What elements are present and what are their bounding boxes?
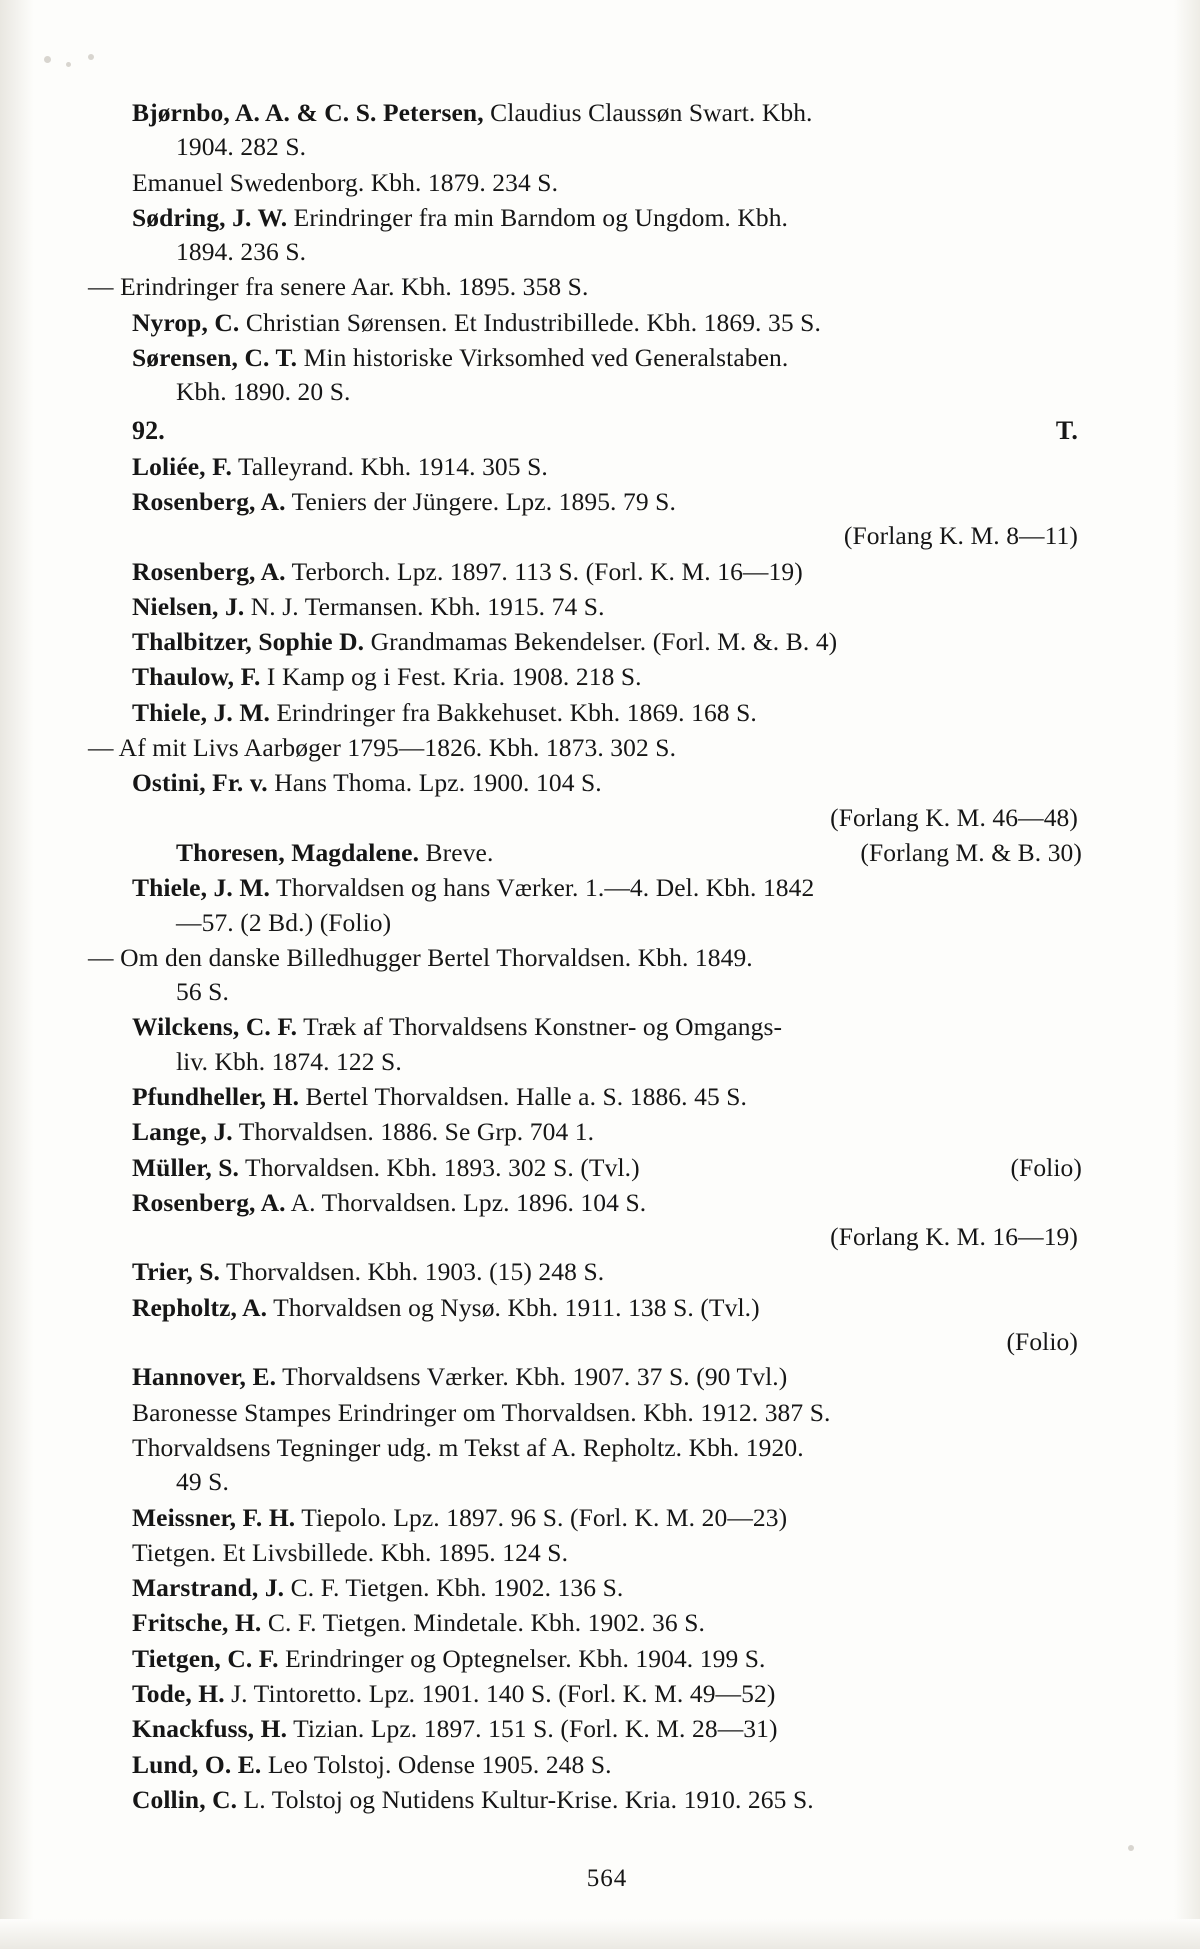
entry-author: Ostini, Fr. v. [132, 768, 268, 798]
entry-text: Thorvaldsen. 1886. Se Grp. 704 1. [232, 1117, 595, 1147]
list-item [132, 1186, 1082, 1255]
entry-text: Min historiske Virksomhed ved Generalstaben. [297, 343, 789, 373]
entry-text: Bertel Thorvaldsen. Halle a. S. 1886. 45 S. [299, 1081, 748, 1111]
entry-format-note: (Folio) [1006, 1327, 1078, 1357]
entry-author: Thiele, J. M. [132, 873, 270, 903]
entry-order-note: (Forlang K. M. 8—11) [843, 521, 1078, 551]
list-item [132, 590, 1082, 624]
entry-order-note: (Forlang K. M. 46—48) [830, 802, 1078, 832]
page-edge-shadow-right [1174, 0, 1200, 1949]
entry-text: Thorvaldsen. Kbh. 1893. 302 S. (Tvl.) [239, 1152, 640, 1182]
list-item [132, 96, 1082, 165]
entry-continuation: 1904. 282 S. [176, 132, 307, 162]
entry-author: Meissner, F. H. [132, 1502, 296, 1532]
entry-author: Tode, H. [132, 1679, 225, 1709]
entry-order-note: (Forlang K. M. 16—19) [830, 1222, 1078, 1252]
entry-author: Rosenberg, A. [132, 1187, 286, 1217]
entry-continuation: liv. Kbh. 1874. 122 S. [176, 1046, 402, 1076]
entry-author: Wilckens, C. F. [132, 1012, 298, 1042]
entry-author: Bjørnbo, A. A. & C. S. Petersen, [132, 98, 484, 127]
entry-author: Knackfuss, H. [132, 1714, 288, 1744]
entry-text: I Kamp og i Fest. Kria. 1908. 218 S. [260, 662, 642, 692]
entry-text: Teniers der Jüngere. Lpz. 1895. 79 S. [285, 486, 676, 516]
entry-author: Tietgen, C. F. [132, 1643, 279, 1673]
entry-continuation: 1894. 236 S. [176, 237, 307, 267]
scan-speck [44, 56, 51, 63]
entry-continuation: Kbh. 1890. 20 S. [176, 377, 351, 407]
list-item [132, 1010, 1082, 1079]
list-item [132, 1783, 1082, 1817]
entry-text: Træk af Thorvaldsens Konstner- og Omgangs- [297, 1012, 783, 1042]
list-item [132, 1080, 1082, 1114]
entry-text: Thorvaldsen. Kbh. 1903. (15) 248 S. [220, 1257, 605, 1287]
entry-text: Leo Tolstoj. Odense 1905. 248 S. [261, 1749, 612, 1779]
entry-author: Nyrop, C. [132, 307, 240, 337]
entry-text: Christian Sørensen. Et Industribillede. Kbh. 1869. 35 S. [239, 307, 821, 337]
entry-text: Claudius Claussøn Swart. Kbh. [483, 98, 813, 127]
entry-author: Lund, O. E. [132, 1749, 262, 1779]
entry-text: Talleyrand. Kbh. 1914. 305 S. [231, 451, 548, 481]
entry-dash: — [88, 272, 114, 302]
list-item [132, 836, 1082, 870]
entry-author: Pfundheller, H. [132, 1081, 300, 1111]
entry-author: Rosenberg, A. [132, 486, 286, 516]
list-item [132, 766, 1082, 835]
entry-author: Thalbitzer, Sophie D. [132, 627, 365, 657]
list-item [132, 201, 1082, 270]
list-item [132, 485, 1082, 554]
entry-text: Grandmamas Bekendelser. (Forl. M. &. B. 4) [364, 627, 838, 657]
entry-text: J. Tintoretto. Lpz. 1901. 140 S. (Forl. K. M. 49—52) [224, 1679, 776, 1709]
list-item [132, 660, 1082, 694]
entry-text: L. Tolstoj og Nutidens Kultur-Krise. Kria. 1910. 265 S. [237, 1784, 814, 1814]
entry-author: Sødring, J. W. [132, 202, 288, 232]
entry-author: Müller, S. [132, 1152, 240, 1182]
list-item [132, 625, 1082, 659]
list-item [132, 166, 1082, 200]
list-item [132, 1255, 1082, 1289]
list-item [132, 1396, 1082, 1430]
list-item [132, 341, 1082, 410]
list-item [132, 696, 1082, 730]
entry-text: Thorvaldsen og hans Værker. 1.—4. Del. Kbh. 1842 [270, 873, 815, 903]
entry-author: Hannover, E. [132, 1362, 277, 1392]
list-item [132, 871, 1082, 940]
entry-text: Baronesse Stampes Erindringer om Thorvaldsen. Kbh. 1912. 387 S. [132, 1397, 831, 1427]
list-item [132, 1291, 1082, 1360]
entry-text: Erindringer fra min Barndom og Ungdom. Kbh. [287, 202, 789, 232]
entry-continuation: 56 S. [176, 977, 229, 1007]
entry-author: Trier, S. [132, 1257, 221, 1287]
entry-format-note: (Folio) [1010, 1152, 1082, 1182]
entry-text: Erindringer og Optegnelser. Kbh. 1904. 199 S. [278, 1643, 766, 1673]
entry-text: Terborch. Lpz. 1897. 113 S. (Forl. K. M. 16—19) [285, 556, 803, 586]
list-item [132, 1151, 1082, 1185]
section-letter: T. [1055, 415, 1078, 445]
page-edge-shadow-bottom [0, 1919, 1200, 1949]
list-item [88, 731, 1082, 765]
entry-text: Af mit Livs Aarbøger 1795—1826. Kbh. 1873. 302 S. [113, 733, 677, 763]
entry-author: Thoresen, Magdalene. [176, 837, 420, 867]
entry-text: C. F. Tietgen. Mindetale. Kbh. 1902. 36 S. [261, 1608, 705, 1638]
entry-format-note: (Folio) [319, 907, 392, 937]
entry-text: Tizian. Lpz. 1897. 151 S. (Forl. K. M. 28—31) [287, 1714, 778, 1744]
list-item [132, 555, 1082, 589]
page-edge-shadow-left [0, 0, 34, 1949]
entry-text: A. Thorvaldsen. Lpz. 1896. 104 S. [285, 1187, 647, 1217]
entry-author: Loliée, F. [132, 451, 232, 481]
scan-speck [88, 54, 94, 60]
entry-continuation: 49 S. [176, 1467, 229, 1497]
list-item [132, 1571, 1082, 1605]
list-item [132, 1748, 1082, 1782]
entry-text: Thorvaldsens Tegninger udg. m Tekst af A. Repholtz. Kbh. 1920. [132, 1432, 804, 1462]
entry-author: Marstrand, J. [132, 1573, 285, 1603]
entry-text: Emanuel Swedenborg. Kbh. 1879. 234 S. [132, 167, 559, 197]
entry-author: Repholtz, A. [132, 1292, 268, 1322]
list-item [132, 1606, 1082, 1640]
list-item [132, 1115, 1082, 1149]
entry-text: Hans Thoma. Lpz. 1900. 104 S. [267, 768, 602, 798]
entry-dash: — [88, 733, 114, 763]
list-item [132, 1536, 1082, 1570]
scan-speck [66, 62, 71, 67]
entry-author: Sørensen, C. T. [132, 343, 298, 373]
entry-text: Om den danske Billedhugger Bertel Thorvaldsen. Kbh. 1849. [113, 942, 753, 972]
entry-continuation: —57. (2 Bd.) [176, 907, 314, 937]
entry-order-note: (Forlang M. & B. 30) [860, 837, 1082, 867]
entry-author: Collin, C. [132, 1784, 238, 1814]
entry-text: Thorvaldsens Værker. Kbh. 1907. 37 S. (90 Tvl.) [276, 1362, 788, 1392]
list-item [132, 1431, 1082, 1500]
section-number: 92. [132, 415, 165, 445]
entry-author: Fritsche, H. [132, 1608, 262, 1638]
entry-text: N. J. Termansen. Kbh. 1915. 74 S. [244, 591, 605, 621]
list-item [88, 941, 1082, 1010]
list-item [132, 1677, 1082, 1711]
list-item [132, 1360, 1082, 1394]
list-item [132, 1712, 1082, 1746]
entry-text: Erindringer fra Bakkehuset. Kbh. 1869. 168 S. [270, 697, 757, 727]
bibliography-entry-list [88, 96, 1082, 1817]
entry-text: Breve. [419, 837, 494, 867]
section-marker [132, 414, 1082, 449]
entry-text: Tietgen. Et Livsbillede. Kbh. 1895. 124 S. [132, 1537, 569, 1567]
entry-dash: — [88, 942, 114, 972]
page-number: 564 [586, 1865, 628, 1893]
list-item [132, 1501, 1082, 1535]
list-item [132, 1642, 1082, 1676]
entry-author: Thiele, J. M. [132, 697, 270, 727]
list-item [88, 270, 1082, 304]
entry-text: Erindringer fra senere Aar. Kbh. 1895. 358 S. [113, 272, 589, 302]
list-item [132, 306, 1082, 340]
entry-author: Rosenberg, A. [132, 556, 286, 586]
entry-text: Tiepolo. Lpz. 1897. 96 S. (Forl. K. M. 20—23) [295, 1502, 788, 1532]
entry-author: Nielsen, J. [132, 591, 245, 621]
entry-author: Thaulow, F. [132, 662, 261, 692]
entry-text: Thorvaldsen og Nysø. Kbh. 1911. 138 S. (Tvl.) [267, 1292, 760, 1322]
entry-author: Lange, J. [132, 1117, 233, 1147]
list-item [132, 450, 1082, 484]
scan-speck [1128, 1845, 1134, 1851]
entry-text: C. F. Tietgen. Kbh. 1902. 136 S. [284, 1573, 624, 1603]
